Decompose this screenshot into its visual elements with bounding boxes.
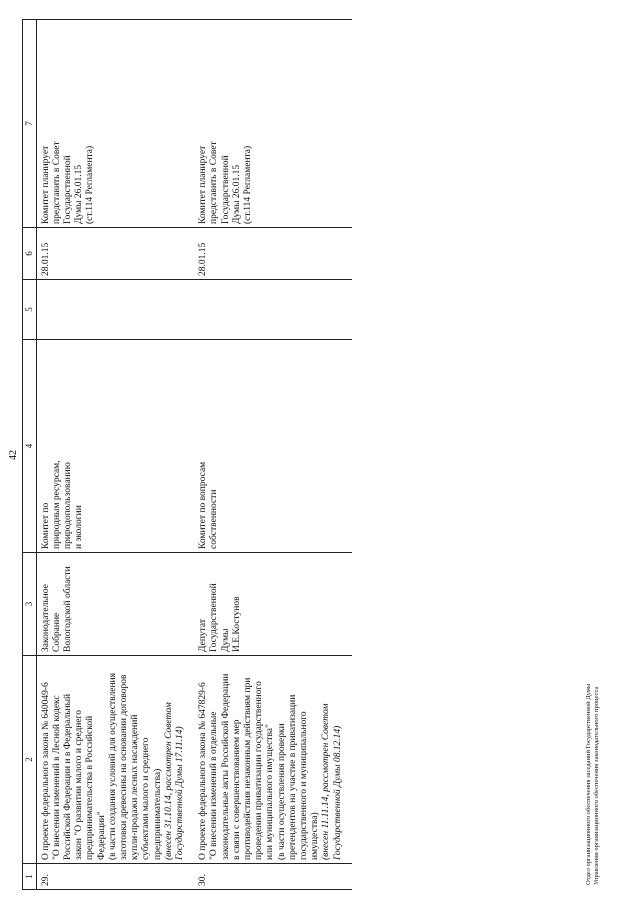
bill-title-line: О проекте федерального закона № 640049-6: [40, 682, 51, 860]
committee-line: природным ресурсам,: [51, 460, 62, 549]
table-row: [194, 20, 352, 890]
bill-description: [194, 656, 352, 864]
bill-title-line: государственного и муниципального: [299, 711, 310, 860]
status-line: (ст.114 Регламента): [85, 145, 96, 224]
bill-title-line: "О внесении изменений в Лесной кодекс: [51, 695, 62, 860]
bill-title-line: имущества): [310, 812, 321, 860]
committee-line: и экологии: [74, 505, 85, 549]
committee: [36, 340, 194, 553]
bill-note-line: (внесен 11.11.14, рассмотрен Советом: [321, 703, 332, 860]
initiator-line: Думы: [220, 628, 231, 652]
bill-title-line: в связи с совершенствованием мер: [231, 719, 242, 860]
footer: [585, 684, 602, 885]
bill-title-line: субъектами малого и среднего: [141, 737, 152, 860]
initiator: [194, 553, 352, 656]
column-header: 1: [23, 864, 37, 890]
column-5-cell: [194, 280, 352, 340]
bill-title-line: заготовки древесины на основании договоров: [119, 674, 130, 860]
bill-title-line: "О внесении изменений в отдельные: [209, 711, 220, 860]
bill-title-line: или муниципального имущества": [265, 724, 276, 860]
initiator-line: И.Е.Костунов: [231, 596, 242, 652]
date-cell: 28.01.15: [36, 228, 194, 280]
footer-line: Отдел организационного обеспечения заседаний Государственной Думы: [585, 683, 592, 885]
initiator-line: Депутат: [198, 618, 209, 652]
bill-title-line: предпринимательства в Российской: [85, 715, 96, 860]
column-header: 5: [23, 280, 37, 340]
column-header: 6: [23, 228, 37, 280]
committee: [194, 340, 352, 553]
committee-line: Комитет по вопросам: [198, 461, 209, 549]
row-number: 30.: [194, 864, 352, 890]
bill-title-line: О проекте федерального закона № 647829-6: [198, 682, 209, 860]
footer-line: Управления организационного обеспечения законодательного процесса: [593, 686, 601, 885]
initiator-line: Законодательное: [40, 584, 51, 652]
row-number: 29.: [36, 864, 194, 890]
bill-title-line: претендентов на участие в приватизации: [287, 694, 298, 860]
status: [194, 20, 352, 228]
bill-title-line: предпринимательства): [152, 768, 163, 860]
column-number-header: [23, 20, 37, 890]
status-line: (ст.114 Регламента): [243, 145, 254, 224]
bill-note-line: Государственной Думы 17.11.14): [175, 726, 186, 860]
bill-title-line: купли-продажи лесных насаждений: [130, 714, 141, 860]
bill-note-line: (внесен 31.10.14, рассмотрен Советом: [163, 702, 174, 860]
bill-title-line: Российской Федерации и в Федеральный: [63, 693, 74, 860]
status-line: Думы 26.01.15: [74, 164, 85, 224]
column-header: 2: [23, 656, 37, 864]
status-line: Думы 26.01.15: [231, 164, 242, 224]
column-header: 4: [23, 340, 37, 553]
status-line: Комитет планирует: [40, 145, 51, 224]
initiator-line: Собрание: [51, 612, 62, 652]
status: [36, 20, 194, 228]
bill-title-line: закон "О развитии малого и среднего: [74, 710, 85, 860]
bill-title-line: (в части создания условий для осуществления: [107, 673, 118, 860]
bill-title-line: проведении приватизации государственного: [254, 681, 265, 860]
committee-line: Комитет по: [40, 502, 51, 549]
initiator-line: Вологодской области: [63, 566, 74, 652]
initiator-line: Государственной: [209, 583, 220, 652]
status-line: представить в Совет: [209, 141, 220, 224]
page-number: 42: [8, 450, 19, 460]
committee-line: природопользованию: [63, 462, 74, 549]
bill-title-line: противодействия незаконным действиям при: [243, 677, 254, 860]
bill-note-line: Государственной Думы 08.12.14): [332, 725, 343, 860]
column-header: 3: [23, 553, 37, 656]
bill-title-line: (в части осуществления проверки: [276, 723, 287, 860]
status-line: Комитет планирует: [198, 145, 209, 224]
status-line: Государственной: [220, 155, 231, 224]
column-5-cell: [36, 280, 194, 340]
bill-title-line: законодательные акты Российской Федерации: [220, 673, 231, 860]
status-line: представить в Совет: [51, 141, 62, 224]
committee-line: собственности: [209, 489, 220, 549]
bills-table: [22, 19, 352, 890]
status-line: Государственной: [63, 155, 74, 224]
bill-title-line: Федерации": [96, 811, 107, 860]
column-header: 7: [23, 20, 37, 228]
initiator: [36, 553, 194, 656]
table-row: [36, 20, 194, 890]
date-cell: 28.01.15: [194, 228, 352, 280]
bill-description: [36, 656, 194, 864]
